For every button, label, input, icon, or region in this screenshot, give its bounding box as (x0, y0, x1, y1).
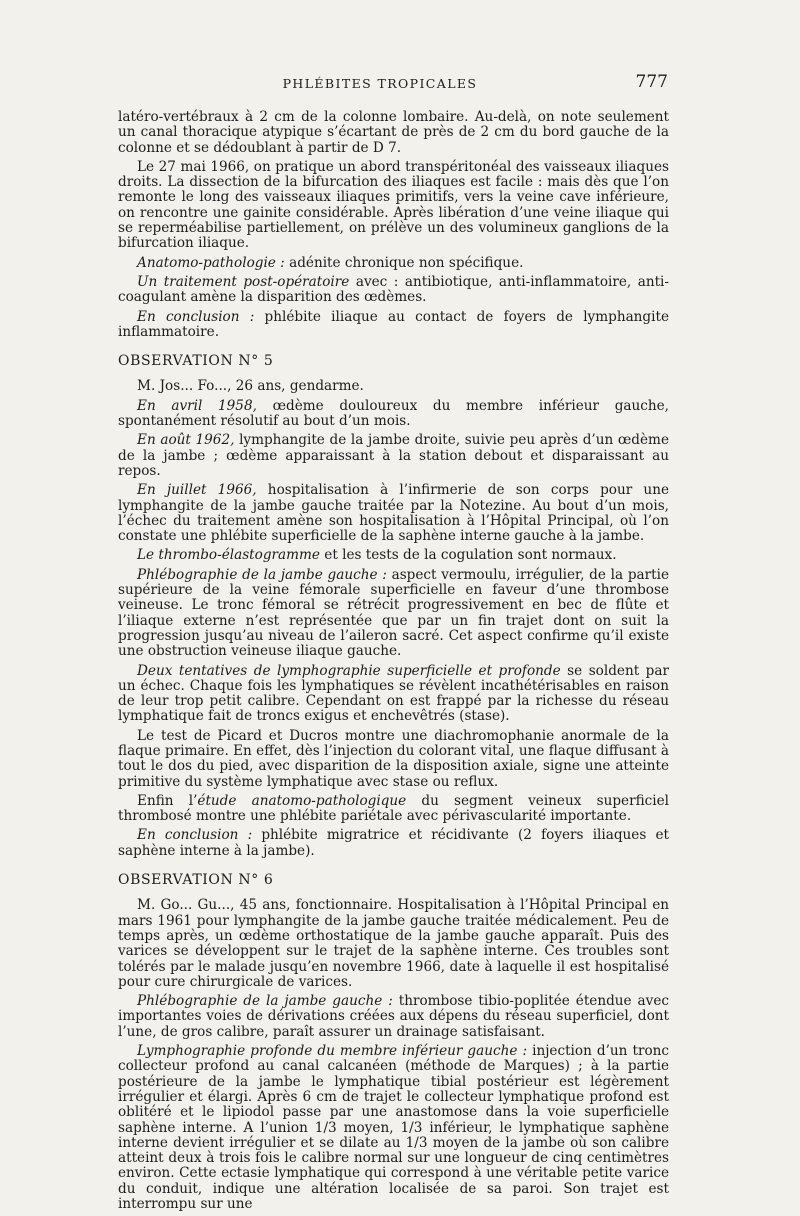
paragraph: En conclusion : phlébite iliaque au contact de foyers de lymphangite inflammatoire. (118, 308, 669, 340)
italic-lead: Lymphographie profonde du membre inférieur gauche : (137, 1043, 528, 1060)
paragraph: M. Go... Gu..., 45 ans, fonctionnaire. Hospitalisation à l’Hôpital Principal en mars 1961 pour lymphangite de la jambe gauche traitée médicalement. Peu de temps après, un œdème orthostatique de la jambe gauche apparaît. Puis des varices se développent sur le trajet de la saphène interne. Ces troubles sont tolérés par le malade jusqu’en novembre 1966, date à laquelle il est hospitalisé pour cure chirurgicale de varices. (118, 897, 669, 990)
italic-lead: En août 1962, (137, 432, 235, 449)
paragraph: latéro-vertébraux à 2 cm de la colonne lombaire. Au-delà, on note seulement un canal thoracique atypique s’écartant de près de 2 cm du bord gauche de la colonne et se dédoublant à partir de D 7. (118, 109, 669, 156)
running-title: PHLÉBITES TROPICALES (282, 76, 478, 91)
italic-lead: étude anatomo-pathologique (197, 792, 407, 809)
paragraph: Le thrombo-élastogramme et les tests de la cogulation sont normaux. (137, 547, 617, 564)
paragraph: Phlébographie de la jambe gauche : thrombose tibio-poplitée étendue avec importantes voies de dérivations créées aux dépens du réseau superficiel, dont l’une, de gros calibre, paraît assurer un drainage satisfaisant. (118, 993, 669, 1040)
page-header (0, 74, 800, 98)
italic-lead: Phlébographie de la jambe gauche : (137, 993, 393, 1010)
italic-lead: En avril 1958, (137, 397, 257, 414)
paragraph: M. Jos... Fo..., 26 ans, gendarme. (137, 378, 364, 395)
italic-lead: Le thrombo-élastogramme (137, 547, 320, 564)
italic-lead: Anatomo-pathologie : (137, 254, 285, 271)
italic-lead: Phlébographie de la jambe gauche : (137, 566, 387, 583)
italic-lead: En juillet 1966, (137, 482, 257, 499)
paragraph: En avril 1958, œdème douloureux du membre inférieur gauche, spontanément résolutif au bout d’un mois. (118, 397, 669, 430)
paragraph: En juillet 1966, hospitalisation à l’infirmerie de son corps pour une lymphangite de la jambe gauche traitée par la Notezine. Au bout d’un mois, l’échec du traitement amène son hospitalisation à l’Hôpital Principal, où l’on constate une phlébite superficielle de la saphène interne gauche à la jambe. (118, 482, 669, 545)
italic-lead: Deux tentatives de lymphographie superficielle et profonde (137, 662, 561, 679)
body-text (118, 110, 669, 1216)
paragraph: Un traitement post-opératoire avec : antibiotique, anti-inflammatoire, anti-coagulant amène la disparition des œdèmes. (118, 273, 669, 306)
italic-lead: En conclusion : (137, 308, 255, 325)
observation-6-heading: OBSERVATION N° 6 (118, 872, 274, 889)
paragraph: Le 27 mai 1966, on pratique un abord transpéritonéal des vaisseaux iliaques droits. La dissection de la bifurcation des iliaques est facile : mais dès que l’on remonte le long des vaisseaux iliaques primitifs, vers la veine cave inférieure, on rencontre une gainite considérable. Après libération d’une veine iliaque qui se reperméabilise partiellement, on prélève un des volumineux ganglions de la bifurcation iliaque. (118, 158, 669, 252)
paragraph: En conclusion : phlébite migratrice et récidivante (2 foyers iliaques et saphène interne à la jambe). (118, 827, 669, 859)
paragraph: Le test de Picard et Ducros montre une diachromophanie anormale de la flaque primaire. En effet, dès l’injection du colorant vital, une flaque diffusant à tout le dos du pied, avec disparition de la disposition axiale, signe une atteinte primitive du système lymphatique avec stase ou reflux. (118, 727, 669, 790)
paragraph: Deux tentatives de lymphographie superficielle et profonde se soldent par un échec. Chaque fois les lymphatiques se révèlent incathétérisables en raison de leur trop petit calibre. Cependant on est frappé par la richesse du réseau lymphatique fait de troncs exigus et enchevêtrés (stase). (118, 662, 669, 725)
page-number: 777 (635, 72, 668, 92)
paragraph: En août 1962, lymphangite de la jambe droite, suivie peu après d’un œdème de la jambe ; œdème apparaissant à la station debout et disparaissant au repos. (118, 432, 669, 479)
paragraph: Lymphographie profonde du membre inférieur gauche : injection d’un tronc collecteur profond au canal calcanéen (méthode de Marques) ; à la partie postérieure de la jambe le lymphatique tibial postérieur est légèrement irrégulier et élargi. Après 6 cm de trajet le collecteur lymphatique profond est oblitéré et le lipiodol passe par une anastomose dans la voie superficielle saphène interne. A l’union 1/3 moyen, 1/3 inférieur, le lymphatique saphène interne devient irrégulier et se dilate au 1/3 moyen de la jambe où son calibre atteint deux à trois fois le calibre normal sur une longueur de cinq centimètres environ. Cette ectasie lymphatique qui correspond à une véritable petite varice du conduit, indique une altération localisée de sa paroi. Son trajet est interrompu sur une (118, 1043, 669, 1212)
paragraph: Anatomo-pathologie : adénite chronique non spécifique. (137, 254, 524, 271)
italic-lead: En conclusion : (137, 827, 253, 844)
observation-5-heading: OBSERVATION N° 5 (118, 353, 274, 370)
paragraph: Phlébographie de la jambe gauche : aspect vermoulu, irrégulier, de la partie supérieure de la veine fémorale superficielle en faveur d’une thrombose veineuse. Le tronc fémoral se rétrécit progressivement en bec de flûte et l’iliaque externe n’est représentée que par un fin trajet dont on suit la progression jusqu’au niveau de l’aileron sacré. Cet aspect confirme qu’il existe une obstruction veineuse iliaque gauche. (118, 566, 670, 660)
paragraph: Enfin l’étude anatomo-pathologique du segment veineux superficiel thrombosé montre une phlébite pariétale avec périvascularité importante. (118, 792, 669, 825)
italic-lead: Un traitement post-opératoire (137, 273, 350, 290)
